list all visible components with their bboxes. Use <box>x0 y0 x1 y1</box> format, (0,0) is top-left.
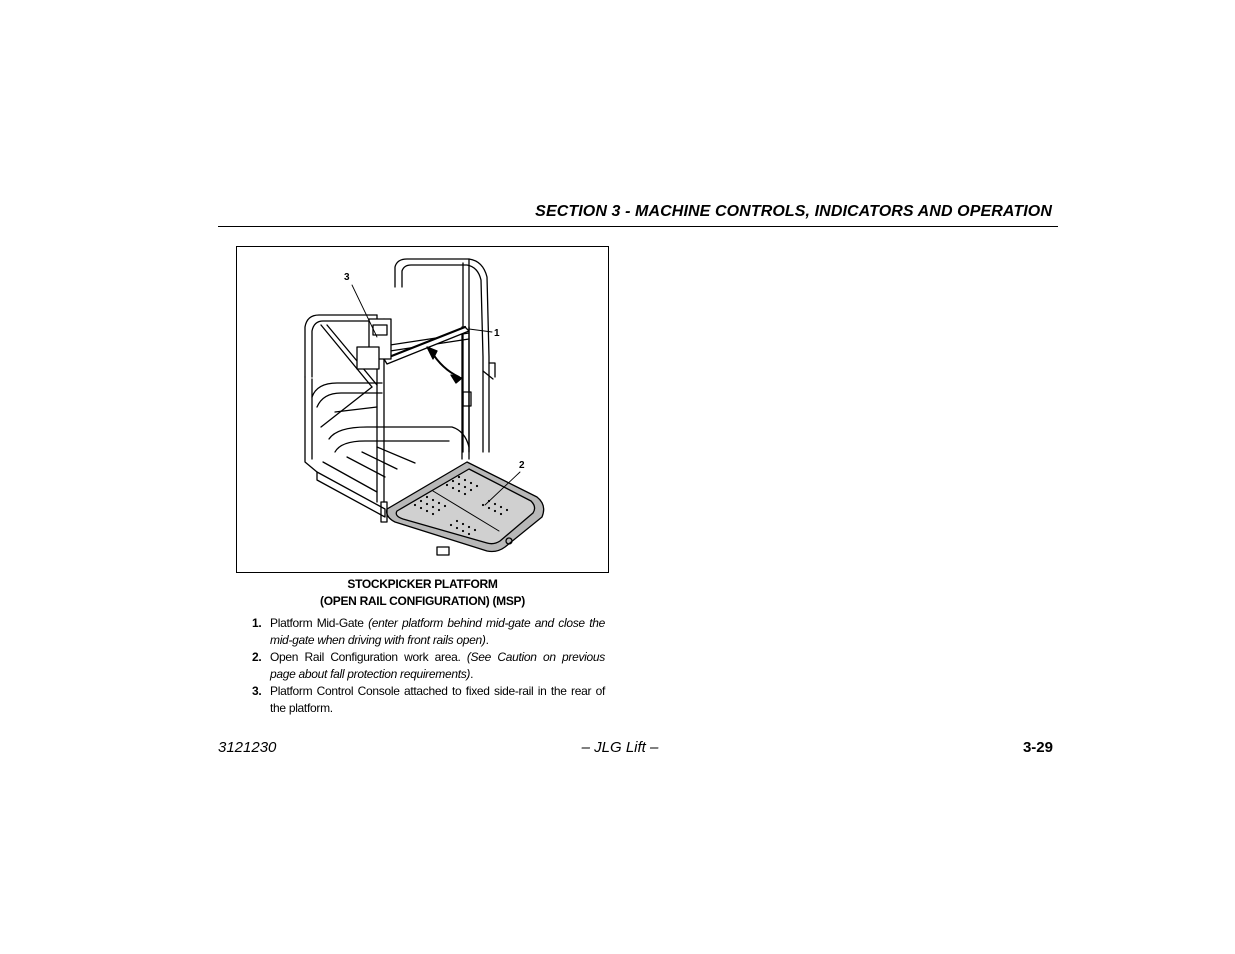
callout-2: 2 <box>519 460 525 471</box>
mid-gate-bar <box>384 327 469 364</box>
legend-number: 1. <box>252 616 262 630</box>
figure-stockpicker-platform <box>236 246 609 573</box>
platform-illustration <box>237 247 608 572</box>
legend-item-2 <box>248 649 605 683</box>
section-header <box>218 202 1058 227</box>
legend-text: Open Rail Configuration work area. <box>270 650 461 664</box>
caption-line-1: STOCKPICKER PLATFORM <box>347 577 498 591</box>
legend-item-3 <box>248 683 605 717</box>
callout-3: 3 <box>344 272 350 283</box>
legend-italic-note: (See Caution on previous page about fall protection requirements) <box>270 650 605 681</box>
legend-text: Platform Control Console attached to fixed side-rail in the rear of the platform. <box>270 684 605 715</box>
legend-suffix: . <box>485 633 489 647</box>
figure-caption <box>236 576 609 610</box>
doc-number: 3121230 <box>218 739 277 756</box>
legend-suffix: . <box>470 667 474 681</box>
page-number: 3-29 <box>1022 739 1053 756</box>
legend-item-1 <box>248 615 605 649</box>
figure-legend <box>248 615 605 717</box>
section-title: SECTION 3 - MACHINE CONTROLS, INDICATORS AND OPERATION <box>535 203 1052 220</box>
caption-line-2: (OPEN RAIL CONFIGURATION) (MSP) <box>320 594 525 608</box>
footer-brand: – JLG Lift – <box>581 739 659 756</box>
legend-number: 2. <box>252 650 262 664</box>
legend-text: Platform Mid-Gate <box>270 616 364 630</box>
platform-base <box>317 472 385 517</box>
legend-number: 3. <box>252 684 262 698</box>
callout-1: 1 <box>494 328 500 339</box>
leader-line-3 <box>352 285 377 337</box>
legend-italic-note: (enter platform behind mid-gate and close the mid-gate when driving with front rails open) <box>270 616 605 647</box>
